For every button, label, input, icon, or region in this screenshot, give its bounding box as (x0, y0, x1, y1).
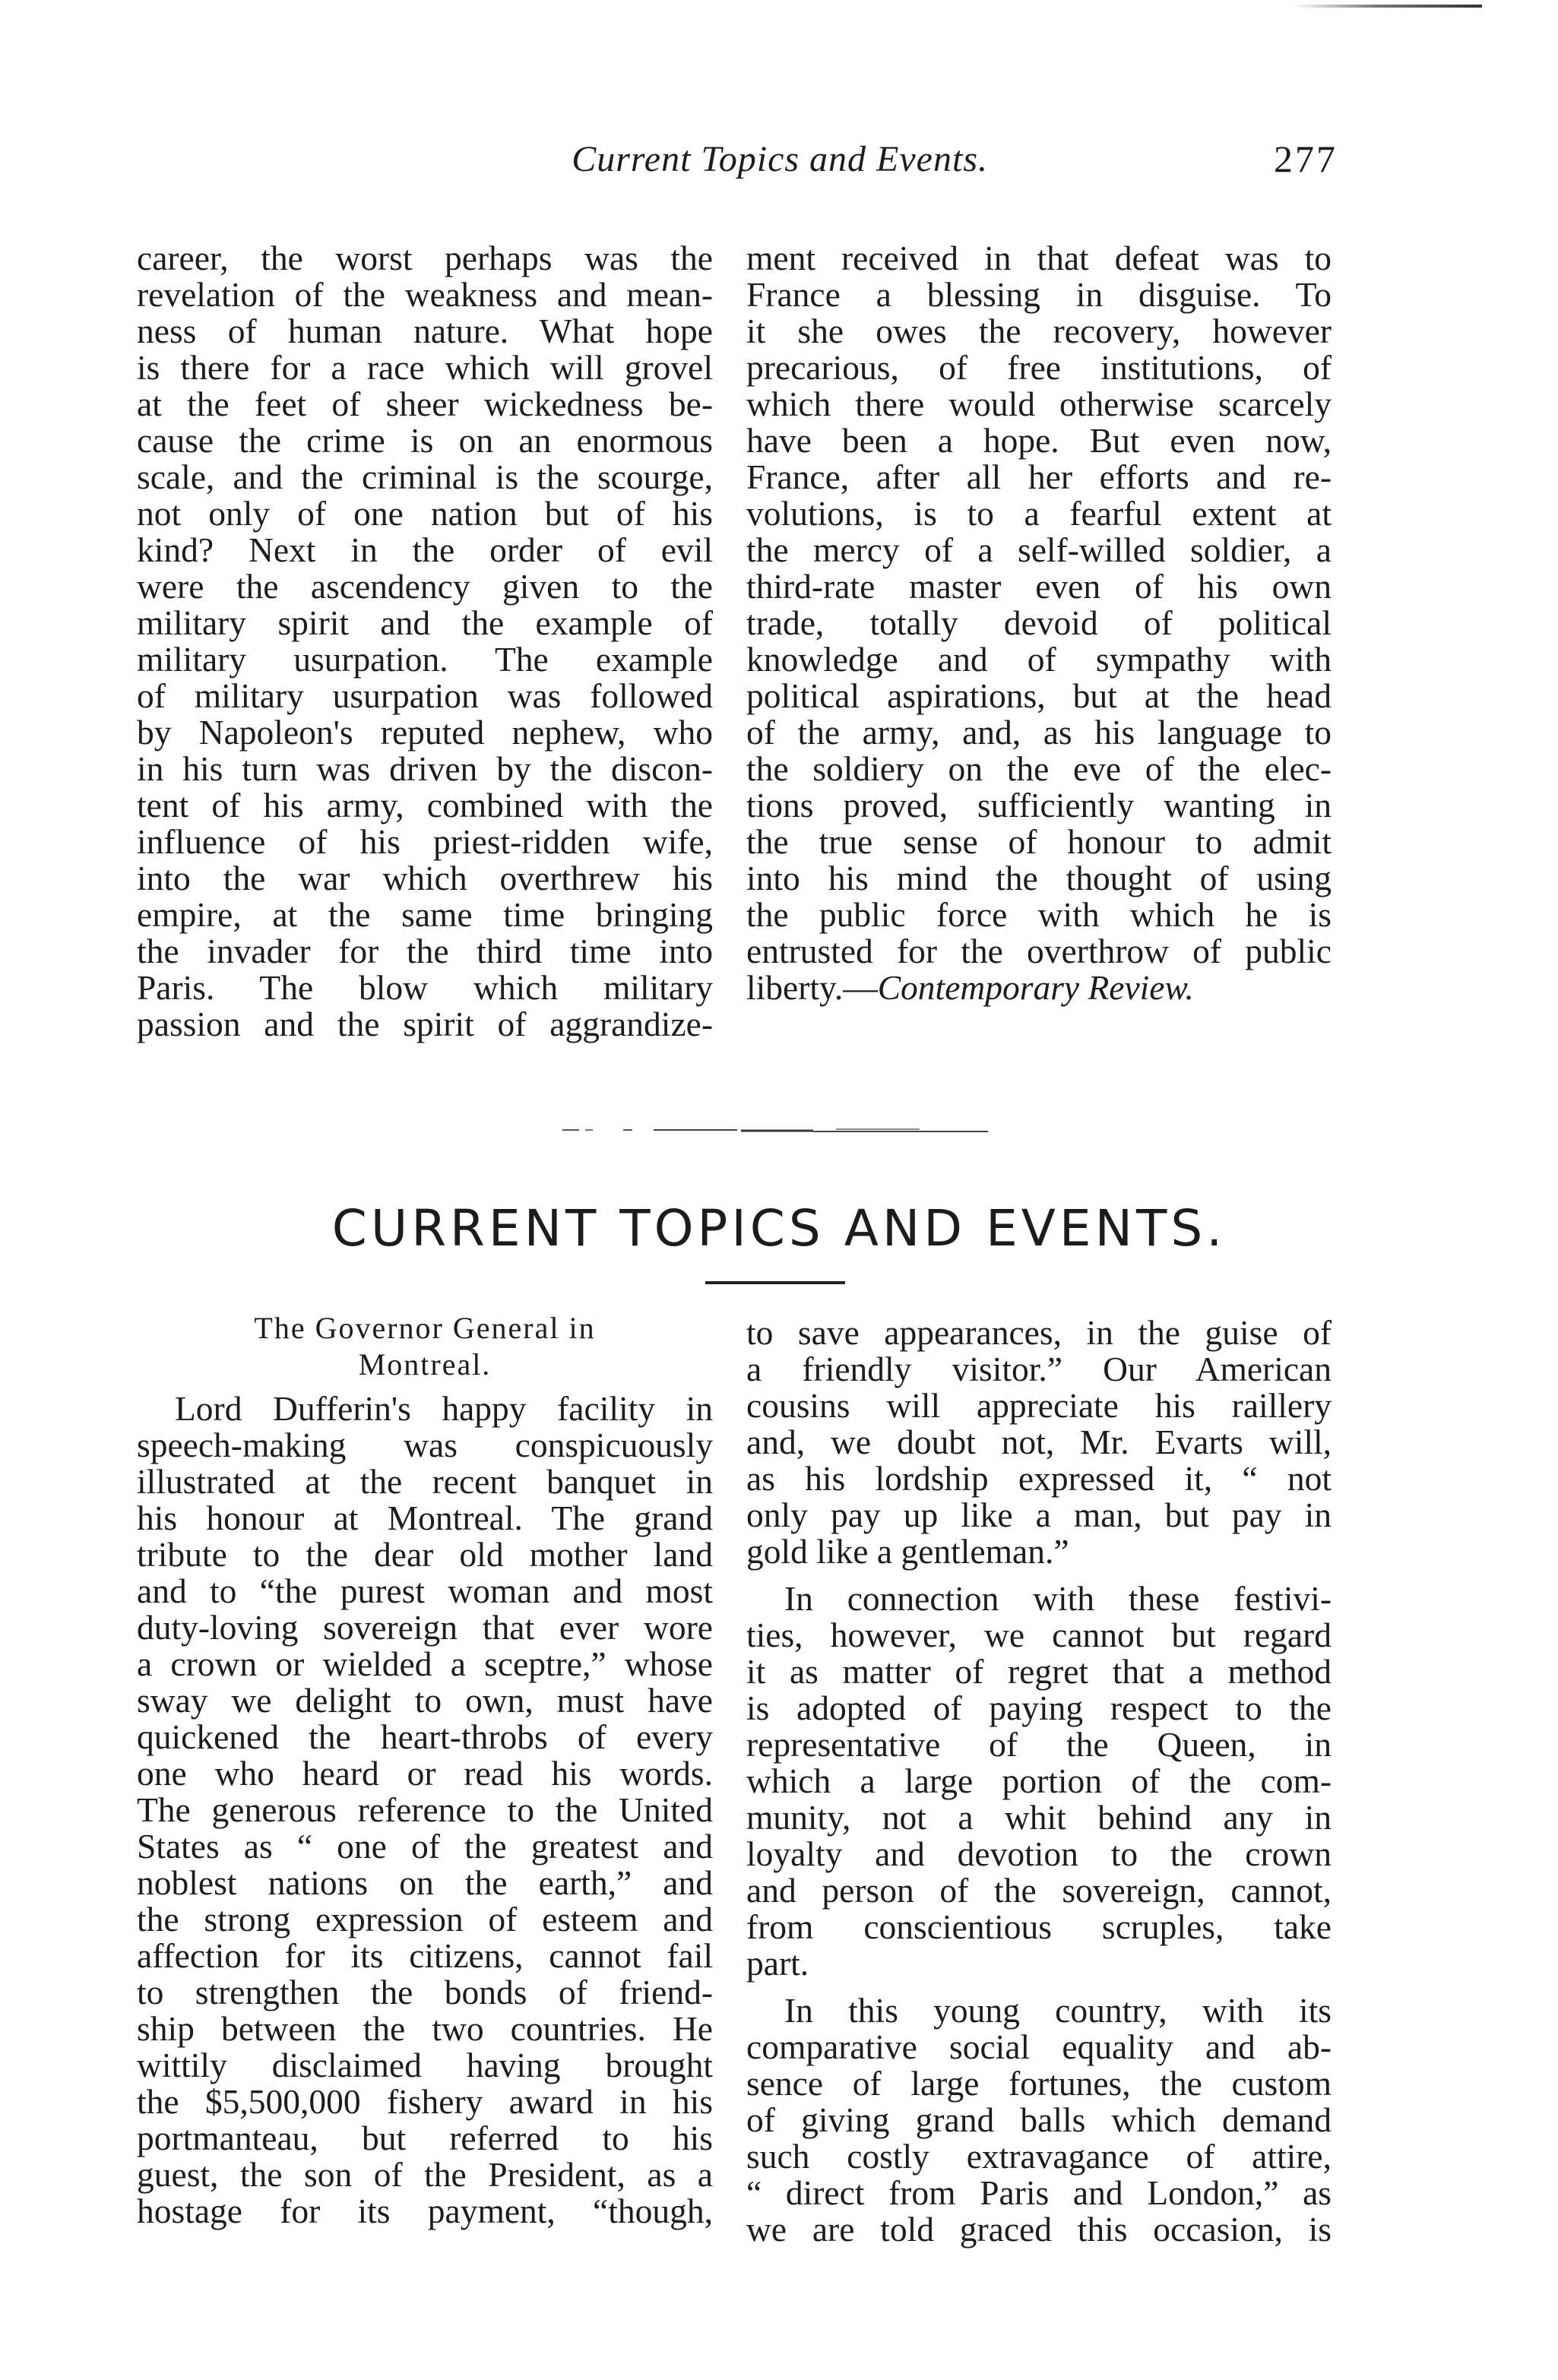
text-line: political aspirations, but at the head (746, 676, 1332, 715)
text-line: his honour at Montreal. The grand (137, 1499, 713, 1537)
article-left-column (137, 1391, 713, 2230)
text-line: hostage for its payment, “though, (137, 2192, 713, 2230)
text-line: ship between the two countries. He (137, 2009, 713, 2048)
text-line: a friendly visitor.” Our American (746, 1350, 1332, 1388)
text-line: passion and the spirit of aggrandize- (137, 1005, 713, 1043)
previous-article-left-column (137, 240, 713, 1043)
text-line: France a blessing in disguise. To (746, 275, 1332, 314)
text-line: quickened the heart-throbs of every (137, 1717, 713, 1756)
article-subheading (137, 1310, 713, 1383)
text-line: scale, and the criminal is the scourge, (137, 457, 713, 496)
text-line: revelation of the weakness and mean- (137, 275, 713, 314)
text-line: cousins will appreciate his raillery (746, 1386, 1332, 1425)
text-line: States as “ one of the greatest and (137, 1827, 713, 1866)
text-line: cause the crime is on an enormous (137, 421, 713, 460)
section-title: CURRENT TOPICS AND EVENTS. (331, 1199, 1227, 1258)
text-line: gold like a gentleman.” (746, 1532, 1069, 1571)
text-line: to strengthen the bonds of friend- (137, 1973, 713, 2011)
section-divider (562, 1128, 988, 1134)
text-line: munity, not a whit behind any in (746, 1798, 1332, 1837)
text-line: the soldiery on the eve of the elec- (746, 749, 1332, 788)
text-line: ties, however, we cannot but regard (746, 1616, 1332, 1654)
text-line: empire, at the same time bringing (137, 895, 713, 934)
text-line: portmanteau, but referred to his (137, 2119, 713, 2157)
text-line: from conscientious scruples, take (746, 1907, 1332, 1946)
text-line: “ direct from Paris and London,” as (746, 2173, 1332, 2212)
article-right-column (746, 1315, 1332, 2248)
title-underline-rule (705, 1281, 845, 1284)
text-line: one who heard or read his words. (137, 1754, 713, 1793)
text-line: Lord Dufferin's happy facility in (175, 1389, 713, 1428)
text-line: representative of the Queen, in (746, 1725, 1332, 1764)
text-line: ness of human nature. What hope (137, 312, 713, 350)
citation-lead-text: liberty.— (746, 968, 878, 1007)
text-line: comparative social equality and ab- (746, 2027, 1332, 2066)
text-line: tribute to the dear old mother land (137, 1535, 713, 1574)
text-line: ment received in that defeat was to (746, 239, 1332, 277)
text-line: of giving grand balls which demand (746, 2100, 1332, 2139)
text-line: duty-loving sovereign that ever wore (137, 1608, 713, 1647)
text-line: as his lordship expressed it, “ not (746, 1459, 1332, 1498)
text-line: it she owes the recovery, however (746, 312, 1332, 350)
text-line: in his turn was driven by the discon- (137, 749, 713, 788)
text-line: is there for a race which will grovel (137, 348, 713, 387)
text-line: is adopted of paying respect to the (746, 1688, 1332, 1727)
text-line: which a large portion of the com- (746, 1761, 1332, 1800)
text-line: it as matter of regret that a method (746, 1652, 1332, 1691)
text-line: entrusted for the overthrow of public (746, 932, 1332, 970)
text-line: to save appearances, in the guise of (746, 1313, 1332, 1352)
text-line: In this young country, with its (784, 1991, 1332, 2030)
text-line: influence of his priest-ridden wife, (137, 822, 713, 861)
source-citation: Contemporary Review. (877, 968, 1194, 1007)
text-line: the $5,500,000 fishery award in his (137, 2082, 713, 2121)
text-line: which there would otherwise scarcely (746, 385, 1332, 423)
text-line: speech-making was conspicuously (137, 1426, 713, 1464)
text-line: loyalty and devotion to the crown (746, 1834, 1332, 1873)
source-citation-line (746, 970, 1332, 1006)
text-line: and to “the purest woman and most (137, 1571, 713, 1610)
text-line: career, the worst perhaps was the (137, 239, 713, 277)
running-title: Current Topics and Events. (572, 139, 988, 179)
text-line: a crown or wielded a sceptre,” whose (137, 1644, 713, 1683)
text-line: have been a hope. But even now, (746, 421, 1332, 460)
text-line: at the feet of sheer wickedness be- (137, 385, 713, 423)
text-line: precarious, of free institutions, of (746, 348, 1332, 387)
text-line: the true sense of honour to admit (746, 822, 1332, 861)
text-line: trade, totally devoid of political (746, 603, 1332, 642)
text-line: tent of his army, combined with the (137, 786, 713, 824)
text-line: the invader for the third time into (137, 932, 713, 970)
text-line: and, we doubt not, Mr. Evarts will, (746, 1423, 1332, 1461)
text-line: kind? Next in the order of evil (137, 530, 713, 569)
text-line: affection for its citizens, cannot fail (137, 1936, 713, 1975)
subheading-line: Montreal. (358, 1347, 492, 1381)
text-line: into his mind the thought of using (746, 859, 1332, 897)
text-line: not only of one nation but of his (137, 494, 713, 533)
text-line: part. (746, 1944, 809, 1983)
text-line: we are told graced this occasion, is (746, 2210, 1332, 2249)
text-line: France, after all her efforts and re- (746, 457, 1332, 496)
text-line: and person of the sovereign, cannot, (746, 1871, 1332, 1910)
text-line: of the army, and, as his language to (746, 713, 1332, 752)
subheading-line: The Governor General in (254, 1311, 596, 1345)
text-line: into the war which overthrew his (137, 859, 713, 897)
text-line: illustrated at the recent banquet in (137, 1462, 713, 1501)
text-line: sence of large fortunes, the custom (746, 2064, 1332, 2103)
text-line: by Napoleon's reputed nephew, who (137, 713, 713, 752)
text-line: military usurpation. The example (137, 640, 713, 679)
text-line: guest, the son of the President, as a (137, 2155, 713, 2194)
text-line: tions proved, sufficiently wanting in (746, 786, 1332, 824)
text-line: wittily disclaimed having brought (137, 2046, 713, 2084)
text-line: were the ascendency given to the (137, 567, 713, 606)
text-line: Paris. The blow which military (137, 968, 713, 1007)
text-line: of military usurpation was followed (137, 676, 713, 715)
text-line: sway we delight to own, must have (137, 1681, 713, 1720)
text-line: only pay up like a man, but pay in (746, 1495, 1332, 1534)
text-line: the strong expression of esteem and (137, 1900, 713, 1938)
text-line: such costly extravagance of attire, (746, 2137, 1332, 2176)
text-line: military spirit and the example of (137, 603, 713, 642)
text-line: The generous reference to the United (137, 1790, 713, 1829)
previous-article-right-column (746, 240, 1332, 1006)
text-line: noblest nations on the earth,” and (137, 1863, 713, 1902)
text-line: the mercy of a self-willed soldier, a (746, 530, 1332, 569)
text-line: knowledge and of sympathy with (746, 640, 1332, 679)
page-number: 277 (1274, 138, 1338, 180)
top-edge-rule (1292, 5, 1482, 8)
text-line: volutions, is to a fearful extent at (746, 494, 1332, 533)
text-line: In connection with these festivi- (784, 1579, 1332, 1618)
text-line: third-rate master even of his own (746, 567, 1332, 606)
text-line: the public force with which he is (746, 895, 1332, 934)
